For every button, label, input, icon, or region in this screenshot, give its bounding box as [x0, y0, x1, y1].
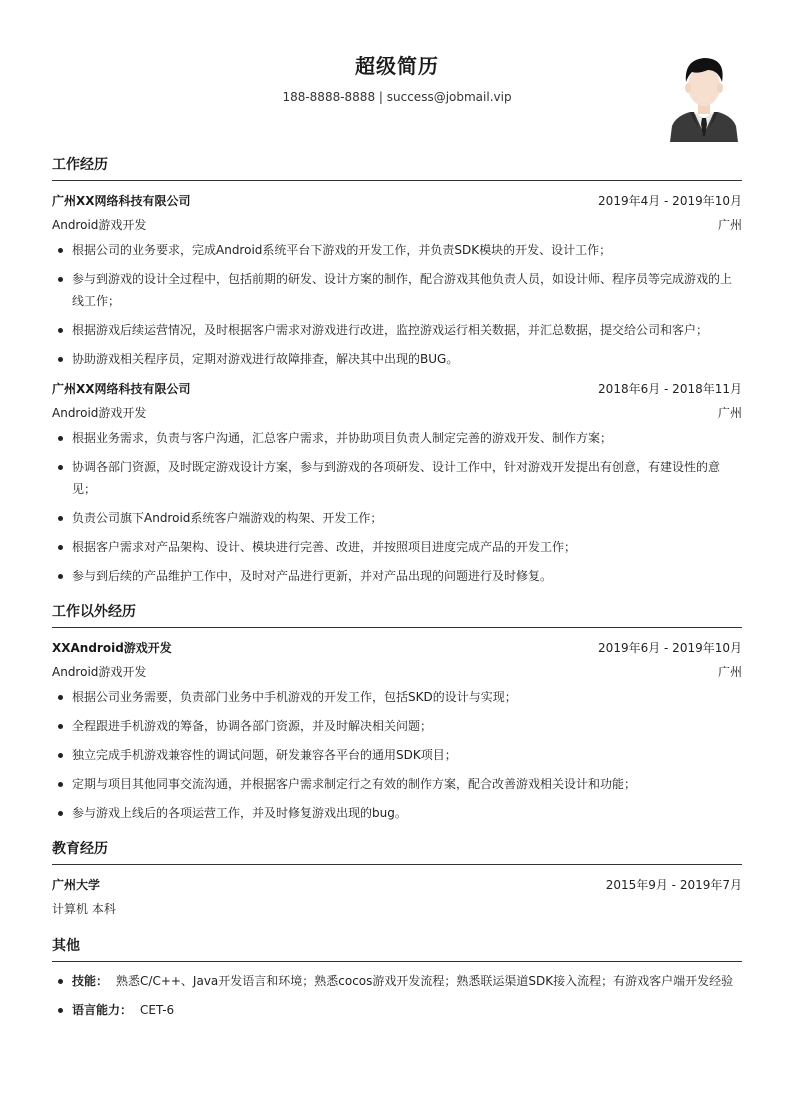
extra-experience-section: [52, 601, 742, 824]
entry-role: Android游戏开发: [52, 406, 147, 420]
major-degree: 计算机 本科: [52, 902, 116, 916]
work-experience-section: [52, 154, 742, 587]
entry-location: 广州: [717, 218, 742, 232]
entry-date: 2018年6月 - 2018年11月: [598, 382, 742, 396]
bullet-list: [52, 686, 742, 824]
list-item: 全程跟进手机游戏的筹备，协调各部门资源，并及时解决相关问题；: [52, 715, 742, 737]
entry-org: 广州XX网络科技有限公司: [52, 382, 191, 396]
language-label: 语言能力：: [72, 1003, 133, 1017]
list-item: 根据业务需求，负责与客户沟通，汇总客户需求，并协助项目负责人制定完善的游戏开发、制作方案；: [52, 427, 742, 449]
skills-label: 技能：: [72, 974, 109, 988]
section-title: 工作以外经历: [52, 601, 742, 628]
work-entry: [52, 377, 742, 587]
contact-info: 188-8888-8888 | success@jobmail.vip: [282, 90, 512, 104]
list-item: [52, 970, 742, 992]
bullet-list: [52, 239, 742, 370]
extra-entry: [52, 636, 742, 824]
work-entry: [52, 189, 742, 370]
language-value: CET-6: [140, 1003, 175, 1017]
list-item: 协调各部门资源，及时既定游戏设计方案，参与到游戏的各项研发、设计工作中，针对游戏开发提出有创意，有建设性的意见；: [52, 456, 742, 500]
entry-location: 广州: [717, 665, 742, 679]
list-item: [52, 999, 742, 1021]
bullet-list: [52, 970, 742, 1021]
list-item: 参与到后续的产品维护工作中，及时对产品进行更新，并对产品出现的问题进行及时修复。: [52, 565, 742, 587]
list-item: 根据游戏后续运营情况，及时根据客户需求对游戏进行改进，监控游戏运行相关数据，并汇总数据，提交给公司和客户；: [52, 319, 742, 341]
list-item: 根据公司业务需要，负责部门业务中手机游戏的开发工作，包括SKD的设计与实现；: [52, 686, 742, 708]
entry-org: XXAndroid游戏开发: [52, 641, 172, 655]
person-avatar-icon: [668, 48, 740, 142]
section-title: 工作经历: [52, 154, 742, 181]
skills-value: 熟悉C/C++、Java开发语言和环境；熟悉cocos游戏开发流程；熟悉联运渠道SDK接入流程；有游戏客户端开发经验: [116, 974, 734, 988]
entry-org: 广州XX网络科技有限公司: [52, 194, 191, 208]
list-item: 根据公司的业务要求，完成Android系统平台下游戏的开发工作，并负责SDK模块的开发、设计工作；: [52, 239, 742, 261]
resume-name: 超级简历: [355, 54, 439, 78]
list-item: 负责公司旗下Android系统客户端游戏的构架、开发工作；: [52, 507, 742, 529]
entry-role: Android游戏开发: [52, 218, 147, 232]
list-item: 定期与项目其他同事交流沟通，并根据客户需求制定行之有效的制作方案，配合改善游戏相关设计和功能；: [52, 773, 742, 795]
entry-date: 2019年6月 - 2019年10月: [598, 641, 742, 655]
entry-location: 广州: [717, 406, 742, 420]
bullet-list: [52, 427, 742, 587]
school-name: 广州大学: [52, 878, 101, 892]
section-title: 其他: [52, 935, 742, 962]
list-item: 参与游戏上线后的各项运营工作，并及时修复游戏出现的bug。: [52, 802, 742, 824]
list-item: 协助游戏相关程序员，定期对游戏进行故障排查，解决其中出现的BUG。: [52, 348, 742, 370]
entry-date: 2015年9月 - 2019年7月: [605, 878, 742, 892]
list-item: 根据客户需求对产品架构、设计、模块进行完善、改进，并按照项目进度完成产品的开发工作；: [52, 536, 742, 558]
entry-date: 2019年4月 - 2019年10月: [598, 194, 742, 208]
section-title: 教育经历: [52, 838, 742, 865]
education-section: [52, 838, 742, 921]
entry-role: Android游戏开发: [52, 665, 147, 679]
other-section: [52, 935, 742, 1021]
resume-content: [52, 154, 742, 1035]
list-item: 独立完成手机游戏兼容性的调试问题，研发兼容各平台的通用SDK项目；: [52, 744, 742, 766]
list-item: 参与到游戏的设计全过程中，包括前期的研发、设计方案的制作，配合游戏其他负责人员，如设计师、程序员等完成游戏的上线工作；: [52, 268, 742, 312]
